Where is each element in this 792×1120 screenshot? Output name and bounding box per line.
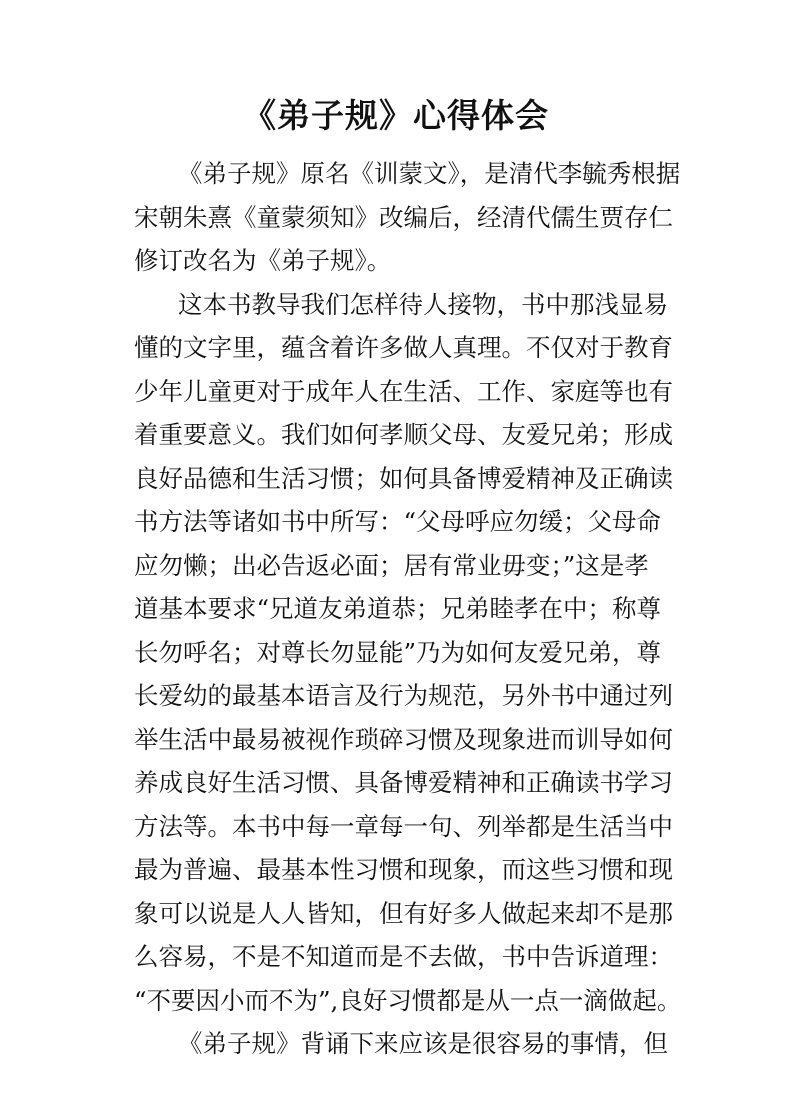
- document-body: [134, 152, 682, 1066]
- paragraph-2-line-12: 养成良好生活习惯、具备博爱精神和正确读书学习: [134, 768, 673, 797]
- paragraph-3-line-1: 《弟子规》背诵下来应该是很容易的事情，但: [178, 1029, 668, 1058]
- paragraph-2-line-9: 长勿呼名；对尊长勿显能”乃为如何友爱兄弟，尊: [134, 637, 662, 667]
- paragraph-1-line-2: 宋朝朱熹《童蒙须知》改编后，经清代儒生贾存仁: [134, 202, 673, 232]
- paragraph-2-line-10: 长爱幼的最基本语言及行为规范，另外书中通过列: [134, 681, 673, 710]
- paragraph-2-line-14: 最为普遍、最基本性习惯和现象，而这些习惯和现: [134, 855, 673, 884]
- paragraph-2-line-5: 良好品德和生活习惯；如何具备博爱精神及正确读: [134, 463, 673, 493]
- paragraph-1-line-1: 《弟子规》原名《训蒙文》，是清代李毓秀根据: [178, 159, 681, 188]
- document-title: 《弟子规》心得体会: [243, 96, 549, 135]
- paragraph-2-line-15: 象可以说是人人皆知，但有好多人做起来却不是那: [134, 898, 673, 928]
- paragraph-2-line-2: 懂的文字里，蕴含着许多做人真理。不仅对于教育: [134, 333, 673, 362]
- paragraph-1-line-3: 修订改名为《弟子规》。: [134, 246, 392, 275]
- paragraph-2-line-11: 举生活中最易被视作琐碎习惯及现象进而训导如何: [134, 724, 673, 754]
- paragraph-2-line-6: 书方法等诸如书中所写：“父母呼应勿缓；父母命: [134, 507, 662, 536]
- paragraph-2-line-8: 道基本要求“兄道友弟道恭；兄弟睦孝在中；称尊: [134, 594, 662, 623]
- paragraph-2-line-16: 么容易，不是不知道而是不去做，书中告诉道理：: [134, 942, 673, 971]
- paragraph-2-line-4: 着重要意义。我们如何孝顺父母、友爱兄弟；形成: [134, 420, 673, 449]
- paragraph-2-line-7: 应勿懒；出必告返必面；居有常业毋变；”这是孝: [134, 550, 649, 580]
- paragraph-2-line-17: “不要因小而不为”,良好习惯都是从一点一滴做起。: [134, 985, 682, 1015]
- paragraph-2-line-3: 少年儿童更对于成年人在生活、工作、家庭等也有: [134, 376, 673, 406]
- paragraph-2-line-1: 这本书教导我们怎样待人接物，书中那浅显易: [178, 289, 668, 319]
- paragraph-2-line-13: 方法等。本书中每一章每一句、列举都是生活当中: [134, 811, 673, 841]
